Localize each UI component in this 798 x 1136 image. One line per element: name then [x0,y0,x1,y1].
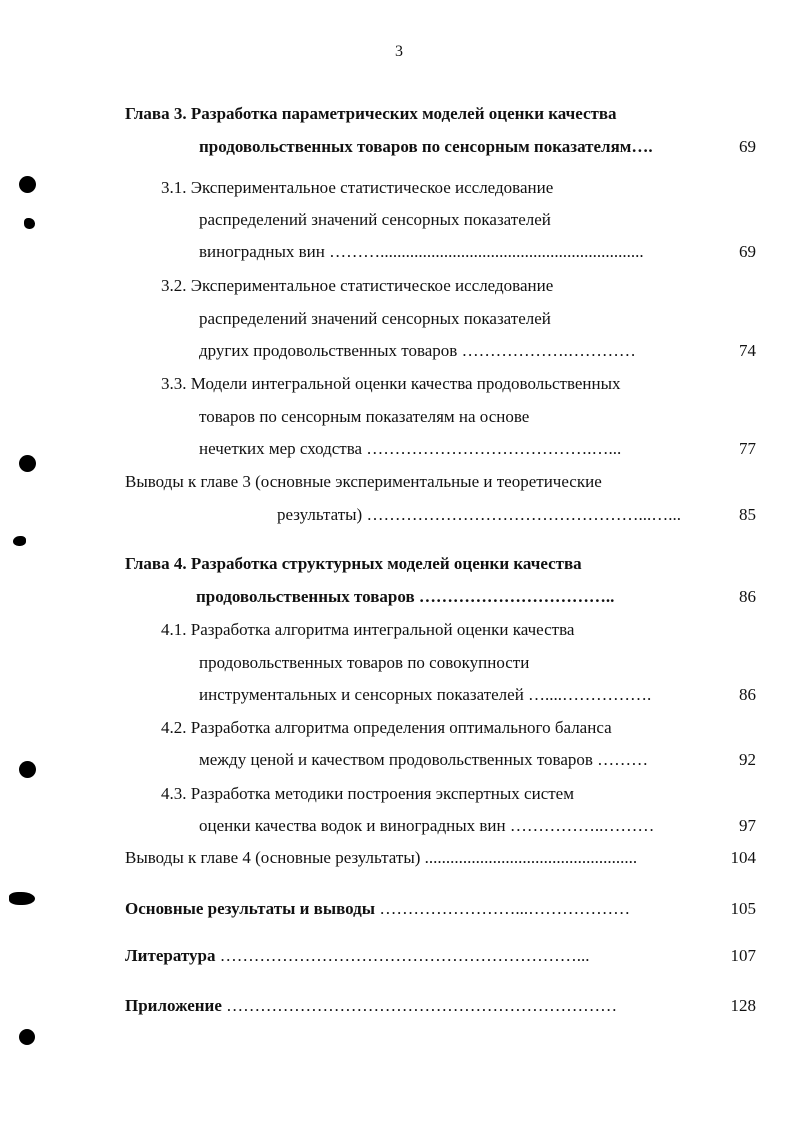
s42-line2: между ценой и качеством продовольственных товаров ……… [199,750,649,769]
binder-hole-mark [24,218,35,229]
s33-line2: товаров по сенсорным показателям на основе [199,407,530,426]
s31-line2: распределений значений сенсорных показателей [199,210,551,229]
ch3-title-line2: продовольственных товаров по сенсорным показателям…. [199,137,653,156]
s33-page: 77 [739,439,756,458]
s43-page: 97 [739,816,756,835]
s31-page: 69 [739,242,756,261]
binder-hole-mark [19,176,36,193]
s43-line1: 4.3. Разработка методики построения экспертных систем [161,784,574,803]
results-label: Основные результаты и выводы [125,899,376,918]
appendix-entry [125,993,617,1019]
s32-line2: распределений значений сенсорных показателей [199,309,551,328]
ch3-conclusions-page: 85 [739,505,756,524]
ch4-title-line1: Глава 4. Разработка структурных моделей оценки качества [125,554,582,573]
binder-hole-mark [9,892,35,905]
ch4-page: 86 [739,587,756,606]
s32-line1: 3.2. Экспериментальное статистическое исследование [161,276,554,295]
literature-entry [125,943,589,969]
appendix-leader-dots: …………………………………………………………… [226,996,618,1015]
ch4-title-line2: продовольственных товаров …………………………….. [196,587,615,606]
ch3-conclusions-line1: Выводы к главе 3 (основные экспериментальные и теоретические [125,472,602,491]
s33-line1: 3.3. Модели интегральной оценки качества продовольственных [161,374,621,393]
binder-hole-mark [19,1029,35,1045]
binder-hole-mark [13,536,26,546]
s33-line3: нечетких мер сходства ………………………………….…... [199,439,622,458]
s41-line1: 4.1. Разработка алгоритма интегральной оценки качества [161,620,575,639]
s31-line3: виноградных вин ……….............................................................. [199,242,644,261]
binder-hole-mark [19,455,36,472]
s41-line2: продовольственных товаров по совокупности [199,653,530,672]
appendix-page: 128 [730,996,756,1015]
literature-leader-dots: ………………………………………………………... [219,946,590,965]
s42-line1: 4.2. Разработка алгоритма определения оптимального баланса [161,718,612,737]
s31-line1: 3.1. Экспериментальное статистическое исследование [161,178,554,197]
page-number: 3 [395,43,403,60]
results-page: 105 [730,899,756,918]
s32-page: 74 [739,341,756,360]
ch4-conclusions-page: 104 [730,848,756,867]
s43-line2: оценки качества водок и виноградных вин ……………..……… [199,816,655,835]
results-entry [125,896,630,922]
s32-line3: других продовольственных товаров ……………….………… [199,341,636,360]
ch4-conclusions: Выводы к главе 4 (основные результаты) .................................................. [125,848,638,867]
literature-label: Литература [125,946,216,965]
literature-page: 107 [730,946,756,965]
appendix-label: Приложение [125,996,222,1015]
s42-page: 92 [739,750,756,769]
ch3-conclusions-line2: результаты) …………………………………………...…... [277,505,681,524]
ch3-title-line1: Глава 3. Разработка параметрических моделей оценки качества [125,104,617,123]
s41-line3: инструментальных и сенсорных показателей …....……………. [199,685,652,704]
s41-page: 86 [739,685,756,704]
ch3-page: 69 [739,137,756,156]
binder-hole-mark [19,761,36,778]
results-leader-dots: ……………………...……………… [379,899,631,918]
